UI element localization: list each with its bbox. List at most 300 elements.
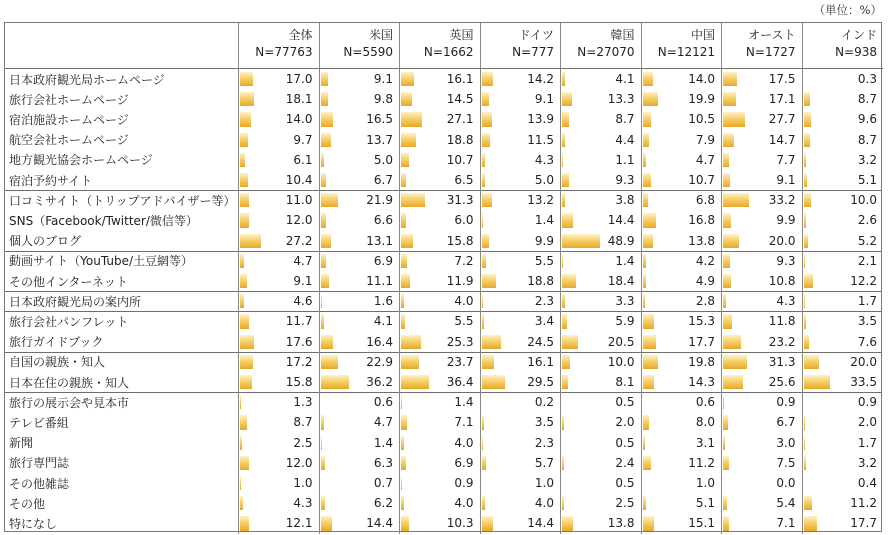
- data-cell: [320, 89, 401, 109]
- data-cell: [803, 372, 884, 392]
- value-label: 1.6: [373, 294, 393, 309]
- data-cell: [642, 352, 723, 372]
- value-label: 13.3: [607, 92, 635, 107]
- value-label: 4.7: [373, 415, 393, 430]
- value-label: 10.5: [688, 112, 715, 127]
- value-label: 18.8: [527, 274, 554, 289]
- value-bar: [643, 516, 655, 530]
- value-label: 21.9: [366, 193, 393, 208]
- value-bar: [643, 496, 647, 510]
- value-label: 11.2: [688, 455, 715, 470]
- data-cell: [320, 433, 401, 453]
- value-bar: [321, 335, 334, 349]
- data-cell: [481, 150, 562, 170]
- value-bar: [401, 173, 406, 187]
- data-cell: [561, 311, 642, 331]
- value-bar: [723, 112, 745, 126]
- data-cell: [561, 372, 642, 392]
- value-label: 3.4: [534, 314, 554, 329]
- value-label: 1.0: [293, 476, 313, 491]
- value-label: 48.9: [607, 233, 635, 248]
- value-label: 18.1: [285, 92, 313, 107]
- value-bar: [401, 274, 410, 288]
- value-bar: [321, 72, 328, 86]
- data-cell: [481, 130, 562, 150]
- value-bar: [482, 516, 493, 530]
- value-label: 9.7: [293, 132, 313, 147]
- data-cell: [803, 130, 884, 150]
- value-bar: [804, 415, 806, 429]
- value-label: 5.0: [534, 173, 554, 188]
- data-cell: [320, 453, 401, 473]
- value-bar: [240, 213, 249, 227]
- data-cell: [561, 291, 642, 311]
- data-cell: [481, 109, 562, 129]
- data-cell: [320, 170, 401, 190]
- value-bar: [723, 436, 725, 450]
- value-bar: [482, 92, 489, 106]
- row-label: 旅行会社ホームページ: [9, 92, 129, 107]
- value-bar: [562, 335, 578, 349]
- value-bar: [240, 375, 252, 389]
- data-cell: [481, 251, 562, 271]
- data-cell: [803, 311, 884, 331]
- value-bar: [643, 193, 648, 207]
- value-label: 0.5: [615, 476, 635, 491]
- data-cell: [320, 473, 401, 493]
- value-label: 10.0: [850, 193, 877, 208]
- data-cell: [722, 291, 803, 311]
- data-cell: [722, 372, 803, 392]
- data-cell: [722, 170, 803, 190]
- value-bar: [643, 436, 645, 450]
- value-label: 4.6: [293, 294, 313, 309]
- data-cell: [400, 513, 481, 533]
- data-cell: [642, 372, 723, 392]
- data-cell: [400, 210, 481, 230]
- value-label: 2.5: [615, 496, 635, 511]
- value-label: 0.9: [857, 395, 877, 410]
- value-bar: [562, 153, 563, 167]
- value-label: 6.0: [454, 213, 474, 228]
- value-label: 0.6: [373, 395, 393, 410]
- value-label: 6.9: [373, 253, 393, 268]
- data-cell: [481, 372, 562, 392]
- data-cell: [239, 332, 320, 352]
- column-header: [642, 23, 723, 69]
- data-cell: [320, 150, 401, 170]
- data-cell: [722, 332, 803, 352]
- value-label: 12.1: [285, 516, 313, 531]
- data-cell: [561, 210, 642, 230]
- value-bar: [723, 294, 726, 308]
- value-bar: [804, 112, 811, 126]
- data-cell: [642, 231, 723, 251]
- data-cell: [722, 453, 803, 473]
- data-cell: [320, 210, 401, 230]
- value-bar: [240, 456, 249, 470]
- value-bar: [240, 476, 241, 490]
- data-cell: [561, 352, 642, 372]
- value-label: 19.9: [688, 92, 715, 107]
- value-bar: [482, 415, 485, 429]
- value-bar: [562, 133, 565, 147]
- value-label: 4.1: [373, 314, 393, 329]
- data-cell: [239, 352, 320, 372]
- row-label-cell: [5, 291, 239, 311]
- value-bar: [321, 133, 332, 147]
- data-cell: [642, 150, 723, 170]
- data-cell: [481, 392, 562, 412]
- data-cell: [561, 251, 642, 271]
- value-bar: [401, 193, 425, 207]
- value-label: 11.5: [527, 132, 554, 147]
- value-bar: [401, 335, 421, 349]
- value-label: 4.0: [454, 496, 474, 511]
- value-bar: [240, 335, 254, 349]
- value-bar: [723, 314, 732, 328]
- data-cell: [642, 433, 723, 453]
- value-label: 2.6: [857, 213, 877, 228]
- data-cell: [722, 412, 803, 432]
- value-bar: [401, 415, 407, 429]
- value-bar: [321, 173, 326, 187]
- row-label-cell: [5, 473, 239, 493]
- column-name: ドイツ: [518, 28, 554, 42]
- data-cell: [722, 433, 803, 453]
- data-cell: [239, 372, 320, 392]
- value-label: 27.2: [285, 233, 313, 248]
- value-bar: [240, 133, 248, 147]
- data-cell: [561, 453, 642, 473]
- value-bar: [723, 335, 741, 349]
- value-label: 0.7: [373, 476, 393, 491]
- data-cell: [400, 150, 481, 170]
- value-label: 14.4: [366, 516, 393, 531]
- value-bar: [643, 375, 654, 389]
- data-cell: [481, 473, 562, 493]
- data-cell: [803, 473, 884, 493]
- value-bar: [321, 213, 326, 227]
- data-cell: [722, 130, 803, 150]
- data-cell: [561, 130, 642, 150]
- value-bar: [804, 294, 805, 308]
- value-label: 33.2: [768, 193, 796, 208]
- value-bar: [562, 375, 568, 389]
- data-cell: [642, 392, 723, 412]
- data-cell: [481, 170, 562, 190]
- row-label: 宿泊予約サイト: [9, 173, 93, 188]
- value-bar: [804, 213, 806, 227]
- data-cell: [481, 190, 562, 210]
- data-cell: [481, 513, 562, 533]
- row-label: 口コミサイト（トリップアドバイザー等）: [9, 193, 236, 208]
- value-bar: [321, 274, 330, 288]
- value-bar: [482, 173, 486, 187]
- value-bar: [401, 516, 409, 530]
- data-cell: [481, 352, 562, 372]
- value-label: 7.6: [857, 334, 877, 349]
- data-cell: [239, 170, 320, 190]
- value-label: 5.9: [615, 314, 635, 329]
- data-cell: [400, 251, 481, 271]
- value-bar: [240, 173, 248, 187]
- value-label: 11.1: [366, 274, 393, 289]
- value-label: 16.1: [446, 72, 474, 87]
- data-cell: [803, 453, 884, 473]
- data-cell: [320, 372, 401, 392]
- data-cell: [320, 352, 401, 372]
- value-bar: [804, 314, 807, 328]
- value-label: 1.7: [857, 294, 877, 309]
- value-label: 0.6: [695, 395, 715, 410]
- value-label: 0.0: [776, 476, 796, 491]
- row-label: 旅行の展示会や見本市: [9, 395, 130, 410]
- value-label: 19.8: [688, 354, 715, 369]
- value-label: 2.3: [534, 435, 554, 450]
- value-label: 1.3: [293, 395, 313, 410]
- data-cell: [803, 109, 884, 129]
- data-cell: [400, 433, 481, 453]
- value-bar: [321, 476, 322, 490]
- value-label: 13.1: [366, 233, 393, 248]
- data-cell: [561, 271, 642, 291]
- data-cell: [561, 89, 642, 109]
- data-cell: [561, 513, 642, 533]
- value-bar: [321, 456, 326, 470]
- value-label: 4.3: [776, 294, 796, 309]
- value-label: 3.1: [695, 435, 715, 450]
- value-bar: [321, 112, 334, 126]
- value-bar: [401, 375, 429, 389]
- row-label: その他雑誌: [9, 476, 70, 491]
- value-label: 5.5: [454, 314, 474, 329]
- data-cell: [400, 130, 481, 150]
- value-bar: [240, 436, 242, 450]
- value-bar: [562, 234, 600, 248]
- row-label-cell: [5, 210, 239, 230]
- value-label: 4.1: [615, 72, 635, 87]
- value-bar: [240, 72, 253, 86]
- value-bar: [643, 213, 656, 227]
- data-cell: [803, 210, 884, 230]
- data-cell: [642, 130, 723, 150]
- row-label-cell: [5, 109, 239, 129]
- value-bar: [401, 395, 402, 409]
- data-cell: [642, 412, 723, 432]
- value-label: 0.5: [615, 395, 635, 410]
- data-cell: [561, 231, 642, 251]
- data-cell: [239, 251, 320, 271]
- value-label: 27.7: [768, 112, 796, 127]
- value-bar: [643, 153, 647, 167]
- value-bar: [240, 254, 244, 268]
- data-cell: [642, 69, 723, 89]
- value-label: 12.0: [285, 213, 313, 228]
- row-label-cell: [5, 513, 239, 533]
- data-cell: [803, 412, 884, 432]
- value-label: 6.9: [454, 455, 474, 470]
- data-cell: [642, 513, 723, 533]
- value-bar: [482, 112, 493, 126]
- data-cell: [400, 332, 481, 352]
- data-cell: [239, 493, 320, 513]
- column-header: [320, 23, 401, 69]
- value-label: 17.5: [768, 72, 796, 87]
- value-bar: [723, 72, 737, 86]
- value-bar: [482, 314, 485, 328]
- value-label: 0.2: [534, 395, 554, 410]
- value-bar: [723, 254, 730, 268]
- value-label: 0.9: [454, 476, 474, 491]
- value-label: 7.1: [776, 516, 796, 531]
- data-cell: [481, 210, 562, 230]
- data-cell: [239, 190, 320, 210]
- value-bar: [643, 456, 652, 470]
- value-bar: [643, 92, 659, 106]
- value-bar: [240, 92, 254, 106]
- row-label: 旅行専門誌: [9, 456, 70, 471]
- data-cell: [320, 271, 401, 291]
- data-cell: [320, 493, 401, 513]
- value-label: 31.3: [768, 354, 796, 369]
- value-label: 17.2: [285, 354, 313, 369]
- row-label-cell: [5, 150, 239, 170]
- value-label: 1.0: [534, 476, 554, 491]
- value-label: 20.0: [768, 233, 796, 248]
- row-label-cell: [5, 433, 239, 453]
- row-label-cell: [5, 69, 239, 89]
- value-bar: [562, 355, 570, 369]
- value-label: 4.7: [695, 152, 715, 167]
- value-label: 1.4: [534, 213, 554, 228]
- value-label: 23.7: [446, 354, 474, 369]
- data-cell: [642, 453, 723, 473]
- value-label: 10.0: [607, 354, 635, 369]
- data-cell: [722, 513, 803, 533]
- value-bar: [723, 92, 736, 106]
- value-bar: [643, 355, 658, 369]
- value-bar: [482, 496, 485, 510]
- value-bar: [562, 415, 564, 429]
- data-cell: [239, 210, 320, 230]
- value-bar: [482, 213, 483, 227]
- value-bar: [562, 193, 565, 207]
- value-bar: [723, 213, 731, 227]
- value-label: 15.8: [446, 233, 474, 248]
- column-header: [561, 23, 642, 69]
- value-label: 36.2: [366, 375, 393, 390]
- value-label: 10.7: [688, 173, 715, 188]
- data-cell: [239, 109, 320, 129]
- value-label: 14.0: [688, 72, 715, 87]
- value-label: 33.5: [850, 375, 877, 390]
- row-label-cell: [5, 231, 239, 251]
- value-bar: [643, 294, 645, 308]
- value-label: 16.5: [366, 112, 393, 127]
- value-bar: [562, 314, 567, 328]
- survey-table: [4, 22, 882, 532]
- data-cell: [481, 433, 562, 453]
- value-label: 14.3: [688, 375, 715, 390]
- value-label: 18.4: [607, 274, 635, 289]
- data-cell: [561, 332, 642, 352]
- value-bar: [482, 476, 483, 490]
- value-bar: [804, 92, 811, 106]
- data-cell: [400, 372, 481, 392]
- row-label: 地方観光協会ホームページ: [9, 153, 153, 168]
- data-cell: [400, 109, 481, 129]
- data-cell: [561, 392, 642, 412]
- data-cell: [239, 231, 320, 251]
- data-cell: [722, 150, 803, 170]
- value-bar: [482, 456, 486, 470]
- column-sample-size: N=938: [835, 45, 877, 59]
- data-cell: [239, 150, 320, 170]
- data-cell: [239, 513, 320, 533]
- data-cell: [642, 271, 723, 291]
- value-label: 8.7: [615, 112, 635, 127]
- value-label: 11.2: [850, 496, 877, 511]
- value-bar: [321, 415, 325, 429]
- data-cell: [722, 352, 803, 372]
- value-bar: [643, 173, 651, 187]
- value-label: 1.4: [454, 395, 474, 410]
- value-label: 5.2: [857, 233, 877, 248]
- value-bar: [482, 436, 484, 450]
- column-name: 米国: [368, 28, 393, 42]
- data-cell: [239, 89, 320, 109]
- value-bar: [240, 294, 244, 308]
- data-cell: [400, 291, 481, 311]
- column-header: [803, 23, 884, 69]
- value-bar: [562, 274, 576, 288]
- value-label: 14.7: [768, 132, 796, 147]
- value-label: 36.4: [446, 375, 474, 390]
- column-header: [239, 23, 320, 69]
- value-bar: [723, 355, 747, 369]
- column-name: 全体: [288, 28, 313, 42]
- data-cell: [400, 170, 481, 190]
- row-label-cell: [5, 130, 239, 150]
- value-bar: [562, 516, 573, 530]
- data-cell: [320, 332, 401, 352]
- data-cell: [722, 251, 803, 271]
- value-bar: [240, 415, 247, 429]
- column-sample-size: N=27070: [577, 45, 635, 59]
- value-label: 9.1: [293, 274, 313, 289]
- data-cell: [642, 109, 723, 129]
- value-label: 2.1: [857, 253, 877, 268]
- data-cell: [642, 311, 723, 331]
- value-label: 4.4: [615, 132, 635, 147]
- value-label: 4.9: [695, 274, 715, 289]
- value-label: 0.3: [857, 72, 877, 87]
- data-cell: [803, 291, 884, 311]
- row-label: 航空会社ホームページ: [9, 133, 129, 148]
- data-cell: [642, 493, 723, 513]
- data-cell: [481, 493, 562, 513]
- value-bar: [482, 355, 495, 369]
- value-bar: [321, 193, 338, 207]
- data-cell: [722, 271, 803, 291]
- value-label: 12.0: [285, 455, 313, 470]
- header-corner: [5, 23, 239, 69]
- value-label: 1.4: [615, 253, 635, 268]
- value-label: 1.4: [373, 435, 393, 450]
- value-label: 9.6: [857, 112, 877, 127]
- data-cell: [320, 231, 401, 251]
